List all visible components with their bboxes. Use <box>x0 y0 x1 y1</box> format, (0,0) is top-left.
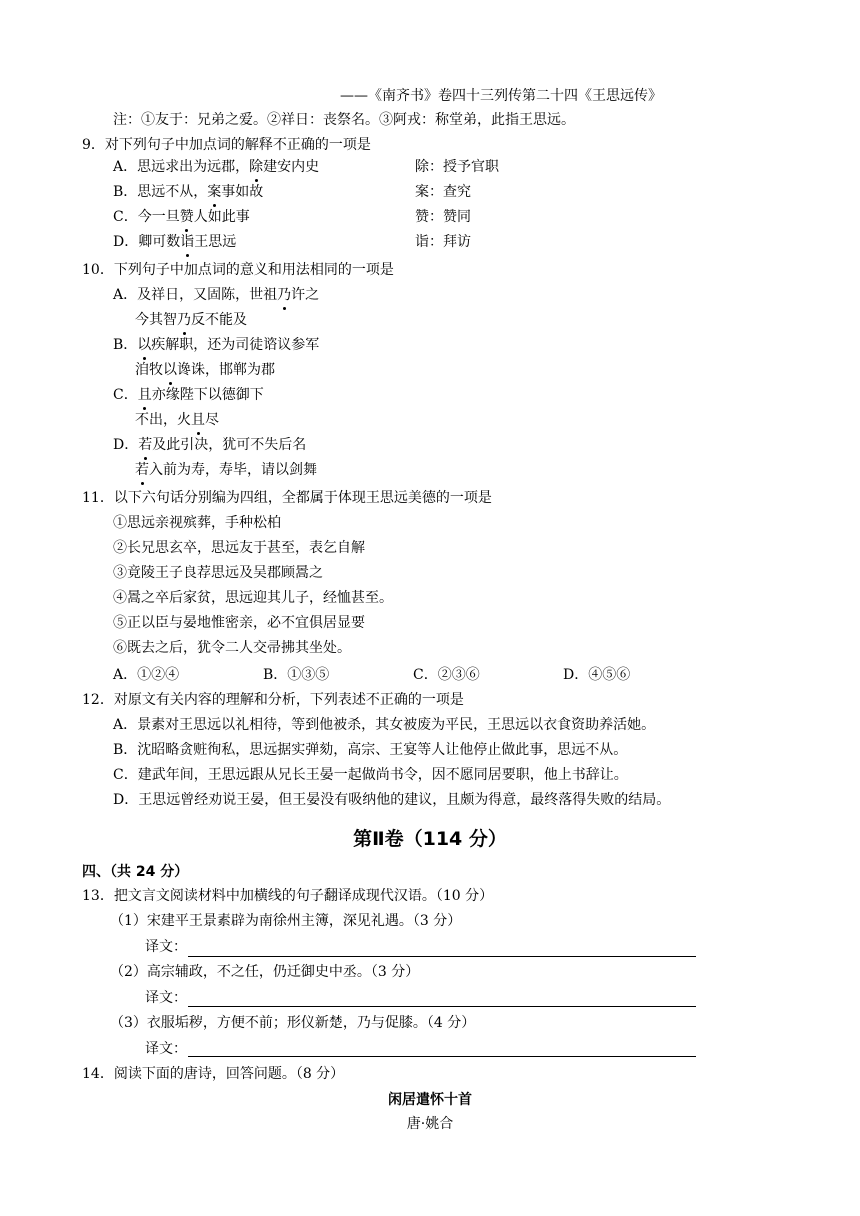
q11-item: ②长兄思玄卒，思远友于甚至，表乞自解 <box>113 540 365 556</box>
q13-item-3: （3）衣服垢秽，方便不前；形仪新楚，乃与促膝。（4 分） <box>110 1015 476 1031</box>
q12-option-a[interactable]: A．景素对王思远以礼相待，等到他被杀，其女被废为平民，王思远以衣食资助养活她。 <box>113 717 656 733</box>
q13-answer-line-1[interactable] <box>188 956 696 957</box>
q13-answer-line-2[interactable] <box>188 1006 696 1007</box>
q9-gloss-a: 除：授予官职 <box>415 159 499 175</box>
dotted-word: 若 <box>138 437 153 453</box>
dotted-word: 诣 <box>180 234 195 250</box>
q9-gloss-c: 赞：赞同 <box>415 209 471 225</box>
annotation-note: 注：①友于：兄弟之爱。②祥日：丧祭名。③阿戎：称堂弟，此指王思远。 <box>113 112 575 128</box>
q14-stem: 14．阅读下面的唐诗，回答问题。（8 分） <box>82 1066 345 1082</box>
q9-gloss-b: 案：查究 <box>415 184 471 200</box>
dotted-word: 且 <box>137 387 152 403</box>
q13-item-1: （1）宋建平王景素辟为南徐州主簿，深见礼遇。（3 分） <box>110 913 462 929</box>
q10-option-c-line2: 不出，火且尽 <box>135 412 219 428</box>
dotted-word: 乃 <box>277 287 292 303</box>
dotted-word: 且 <box>191 412 205 428</box>
q11-stem: 11．以下六句话分别编为四组，全都属于体现王思远美德的一项是 <box>82 490 492 506</box>
part2-heading: 第Ⅱ卷（114 分） <box>353 828 507 850</box>
q11-choice-b[interactable]: B．①③⑤ <box>263 667 330 683</box>
q10-option-b-line2: 洎牧以谗诛，邯郸为郡 <box>135 362 275 378</box>
q13-item-2: （2）高宗辅政，不之任，仍迁御史中丞。（3 分） <box>110 964 420 980</box>
q9-option-b[interactable]: B．思远不从，案事如故 <box>113 184 264 200</box>
poem-title: 闲居遣怀十首 <box>388 1092 472 1108</box>
dotted-word: 以 <box>163 362 177 378</box>
q12-stem: 12．对原文有关内容的理解和分析，下列表述不正确的一项是 <box>82 692 464 708</box>
dotted-word: 乃 <box>177 312 191 328</box>
q11-choice-c[interactable]: C．②③⑥ <box>413 667 480 683</box>
source-citation: ——《南齐书》卷四十三列传第二十四《王思远传》 <box>340 88 662 104</box>
q10-option-b[interactable]: B．以疾解职，还为司徒谘议参军 <box>113 337 320 353</box>
q11-item: ⑤正以臣与晏地惟密亲，必不宜俱居显要 <box>113 615 365 631</box>
q11-choice-d[interactable]: D．④⑤⑥ <box>563 667 631 683</box>
q10-option-d-line2: 若入前为寿，寿毕，请以剑舞 <box>135 462 317 478</box>
q13-stem: 13．把文言文阅读材料中加横线的句子翻译成现代汉语。（10 分） <box>82 888 494 904</box>
q12-option-b[interactable]: B．沈昭略贪赃徇私，思远据实弹劾，高宗、王宴等人让他停止做此事，思远不从。 <box>113 742 628 758</box>
q11-item: ⑥既去之后，犹令二人交帚拂其坐处。 <box>113 640 351 656</box>
dotted-word: 除 <box>249 159 264 175</box>
q10-option-c[interactable]: C．且亦缘陛下以德御下 <box>113 387 264 403</box>
q10-option-d[interactable]: D．若及此引决，犹可不失后名 <box>113 437 307 453</box>
q10-option-a[interactable]: A．及祥日，又固陈，世祖乃许之 <box>113 287 320 303</box>
q9-stem: 9．对下列句子中加点词的解释不正确的一项是 <box>82 137 371 153</box>
poem-author: 唐·姚合 <box>406 1116 454 1132</box>
dotted-word: 以 <box>137 337 152 353</box>
q11-choice-a[interactable]: A．①②④ <box>113 667 180 683</box>
q13-answer-label: 译文： <box>145 939 187 955</box>
q11-item: ①思远亲视殡葬，手种松柏 <box>113 515 281 531</box>
q10-option-a-line2: 今其智乃反不能及 <box>135 312 247 328</box>
q9-gloss-d: 诣：拜访 <box>415 234 471 250</box>
q9-option-c[interactable]: C．今一旦赞人如此事 <box>113 209 250 225</box>
section-four-heading: 四、（共 24 分） <box>82 864 189 880</box>
dotted-word: 赞 <box>179 209 194 225</box>
dotted-word: 案 <box>207 184 222 200</box>
dotted-word: 若 <box>135 462 149 478</box>
q9-option-d[interactable]: D．卿可数诣王思远 <box>113 234 237 250</box>
q13-answer-label: 译文： <box>145 1041 187 1057</box>
q11-item: ③竟陵王子良荐思远及吴郡顾暠之 <box>113 565 323 581</box>
q12-option-d[interactable]: D．王思远曾经劝说王晏，但王晏没有吸纳他的建议，且颇为得意，最终落得失败的结局。 <box>113 792 671 808</box>
q10-stem: 10．下列句子中加点词的意义和用法相同的一项是 <box>82 262 394 278</box>
q11-item: ④暠之卒后家贫，思远迎其儿子，经恤甚至。 <box>113 590 393 606</box>
q9-option-a[interactable]: A．思远求出为远郡，除建安内史 <box>113 159 320 175</box>
q12-option-c[interactable]: C．建武年间，王思远跟从兄长王晏一起做尚书令，因不愿同居要职，他上书辞让。 <box>113 767 628 783</box>
q13-answer-label: 译文： <box>145 990 187 1006</box>
q13-answer-line-3[interactable] <box>188 1056 696 1057</box>
